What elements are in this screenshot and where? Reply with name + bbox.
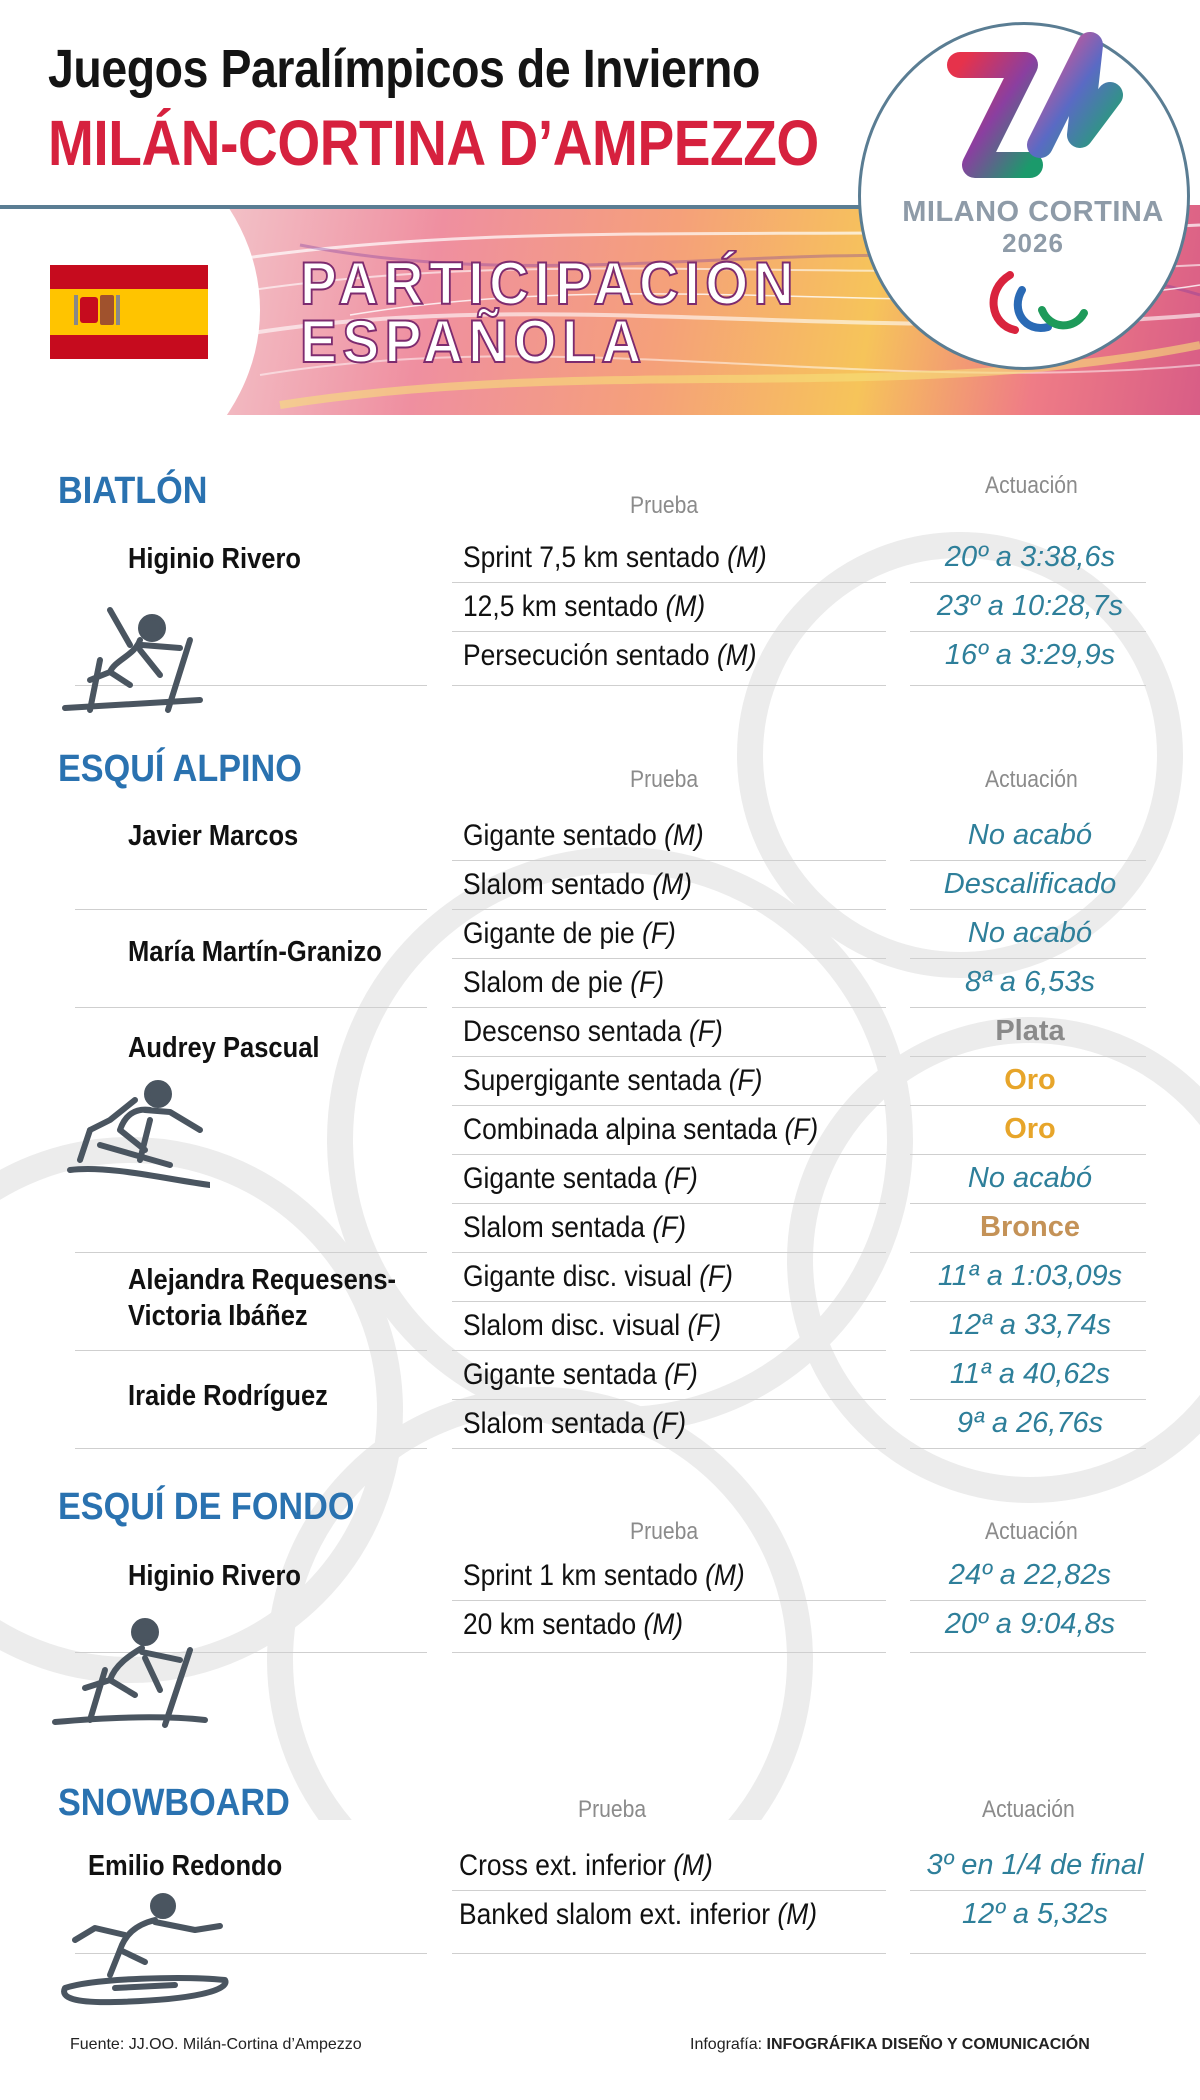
event-name: Banked slalom ext. inferior (M) [459, 1898, 818, 1931]
divider [910, 1154, 1146, 1155]
athlete-name: Javier Marcos [128, 820, 299, 852]
table-row [0, 1204, 1200, 1253]
event-result: 9ª a 26,76s [956, 1407, 1104, 1439]
divider [452, 1600, 886, 1601]
table-row [0, 812, 1200, 861]
divider [452, 1105, 886, 1106]
paralympic-agitos-icon [980, 265, 1090, 345]
event-name: Cross ext. inferior (M) [459, 1849, 713, 1882]
event-result: 20º a 9:04,8s [944, 1608, 1116, 1640]
event-name: Slalom sentado (M) [463, 868, 692, 901]
col-head-actuacion: Actuación [985, 766, 1078, 793]
event-name: Sprint 7,5 km sentado (M) [463, 541, 767, 574]
divider [910, 1652, 1146, 1653]
divider [452, 1652, 886, 1653]
col-head-prueba: Prueba [630, 492, 699, 519]
divider [910, 909, 1146, 910]
section-title-esqui-de-fondo: ESQUÍ DE FONDO [58, 1486, 355, 1528]
col-head-prueba: Prueba [630, 1518, 699, 1545]
athlete-name-line2: Victoria Ibáñez [128, 1300, 308, 1332]
event-result-medal: Bronce [980, 1211, 1080, 1243]
event-name: Gigante sentado (M) [463, 819, 704, 852]
divider [910, 1600, 1146, 1601]
table-row [0, 1351, 1200, 1400]
biathlon-pictogram-icon [60, 600, 210, 720]
divider [452, 1890, 886, 1891]
divider [910, 1399, 1146, 1400]
divider [910, 582, 1146, 583]
divider [452, 1301, 886, 1302]
event-result: Descalificado [943, 868, 1117, 900]
divider [75, 1007, 427, 1008]
event-result: 11ª a 1:03,09s [937, 1260, 1123, 1292]
col-head-prueba: Prueba [578, 1796, 647, 1823]
event-result-medal: Oro [1004, 1064, 1056, 1096]
cross-country-pictogram-icon [50, 1610, 210, 1735]
event-name: Slalom sentada (F) [463, 1407, 687, 1440]
section-title-biatlon: BIATLÓN [58, 470, 208, 512]
divider [452, 1399, 886, 1400]
section-title-esqui-alpino: ESQUÍ ALPINO [58, 748, 302, 790]
event-result: 20º a 3:38,6s [944, 541, 1116, 573]
divider [452, 582, 886, 583]
athlete-name: Iraide Rodríguez [128, 1380, 328, 1412]
footer-credit-name: INFOGRÁFIKA DISEÑO Y COMUNICACIÓN [766, 2036, 1090, 2053]
table-row [0, 959, 1200, 1008]
divider [910, 1953, 1146, 1954]
table-row [0, 534, 1200, 583]
event-result: No acabó [967, 819, 1093, 851]
section-title-snowboard: SNOWBOARD [58, 1782, 290, 1824]
divider [452, 958, 886, 959]
col-head-prueba: Prueba [630, 766, 699, 793]
event-name: Gigante de pie (F) [463, 917, 676, 950]
divider [910, 631, 1146, 632]
event-result: 3º en 1/4 de final [926, 1849, 1144, 1881]
divider [452, 1154, 886, 1155]
event-name: Supergigante sentada (F) [463, 1064, 763, 1097]
footer-source: Fuente: JJ.OO. Milán-Cortina d’Ampezzo [70, 2036, 362, 2053]
event-name: Gigante sentada (F) [463, 1358, 698, 1391]
table-row [0, 1552, 1200, 1601]
athlete-name: Higinio Rivero [128, 1560, 301, 1592]
divider [75, 909, 427, 910]
banner-title-line2: ESPAÑOLA [300, 308, 647, 375]
athlete-name: Emilio Redondo [88, 1850, 283, 1882]
divider [910, 1007, 1146, 1008]
milano-cortina-logo-icon [940, 25, 1130, 195]
athlete-name-line1: Alejandra Requesens- [128, 1264, 397, 1296]
divider [910, 1350, 1146, 1351]
event-name: Gigante sentada (F) [463, 1162, 698, 1195]
divider [910, 1890, 1146, 1891]
divider [910, 1448, 1146, 1449]
divider [910, 685, 1146, 686]
col-head-actuacion: Actuación [985, 1518, 1078, 1545]
event-name: Sprint 1 km sentado (M) [463, 1559, 745, 1592]
table-row [0, 1302, 1200, 1351]
divider [452, 1056, 886, 1057]
event-name: Descenso sentada (F) [463, 1015, 723, 1048]
event-name: Slalom disc. visual (F) [463, 1309, 722, 1342]
divider [452, 631, 886, 632]
divider [452, 909, 886, 910]
table-row [0, 910, 1200, 959]
logo-text: MILANO CORTINA [902, 196, 1164, 228]
event-result: No acabó [967, 917, 1093, 949]
event-result: 12ª a 33,74s [948, 1309, 1112, 1341]
event-name: Slalom de pie (F) [463, 966, 665, 999]
spain-flag-icon [50, 265, 208, 359]
divider [910, 1252, 1146, 1253]
event-name: 12,5 km sentado (M) [463, 590, 706, 623]
table-row [0, 1008, 1200, 1057]
divider [75, 1350, 427, 1351]
divider [75, 1448, 427, 1449]
banner-title-line1: PARTICIPACIÓN [300, 250, 800, 317]
divider [452, 1252, 886, 1253]
event-result: 11ª a 40,62s [949, 1358, 1111, 1390]
banner-top-line [0, 205, 900, 209]
divider [452, 1350, 886, 1351]
page-subtitle: MILÁN-CORTINA D’AMPEZZO [48, 107, 819, 179]
logo-year: 2026 [1002, 228, 1064, 258]
table-row [0, 1253, 1200, 1302]
athlete-name: María Martín-Granizo [128, 936, 382, 968]
col-head-actuacion: Actuación [982, 1796, 1075, 1823]
divider [910, 1056, 1146, 1057]
footer-credit-prefix: Infografía: [690, 2036, 767, 2053]
event-name: Gigante disc. visual (F) [463, 1260, 733, 1293]
page-title: Juegos Paralímpicos de Invierno [48, 39, 760, 99]
table-row [0, 1842, 1200, 1891]
event-result: 16º a 3:29,9s [944, 639, 1116, 671]
table-row [0, 861, 1200, 910]
table-row [0, 1400, 1200, 1449]
alpine-skiing-pictogram-icon [50, 1070, 210, 1190]
divider [910, 1203, 1146, 1204]
divider [452, 685, 886, 686]
event-result: 8ª a 6,53s [964, 966, 1096, 998]
col-head-actuacion: Actuación [985, 472, 1078, 499]
event-name: 20 km sentado (M) [463, 1608, 684, 1641]
event-result: No acabó [967, 1162, 1093, 1194]
divider [452, 1203, 886, 1204]
footer-credit [690, 2036, 1090, 2054]
event-result-medal: Plata [995, 1015, 1065, 1047]
event-name: Slalom sentada (F) [463, 1211, 687, 1244]
divider [452, 1448, 886, 1449]
event-name: Persecución sentado (M) [463, 639, 757, 672]
divider [452, 1953, 886, 1954]
divider [75, 1252, 427, 1253]
divider [910, 1105, 1146, 1106]
divider [910, 958, 1146, 959]
event-name: Combinada alpina sentada (F) [463, 1113, 819, 1146]
divider [452, 1007, 886, 1008]
divider [910, 860, 1146, 861]
event-result-medal: Oro [1004, 1113, 1056, 1145]
banner-title [300, 250, 800, 375]
event-result: 23º a 10:28,7s [936, 590, 1124, 622]
athlete-name: Higinio Rivero [128, 543, 301, 575]
athlete-name: Audrey Pascual [128, 1032, 320, 1064]
divider [452, 860, 886, 861]
event-result: 12º a 5,32s [961, 1898, 1109, 1930]
snowboard-pictogram-icon [55, 1890, 235, 2010]
event-result: 24º a 22,82s [948, 1559, 1112, 1591]
divider [910, 1301, 1146, 1302]
